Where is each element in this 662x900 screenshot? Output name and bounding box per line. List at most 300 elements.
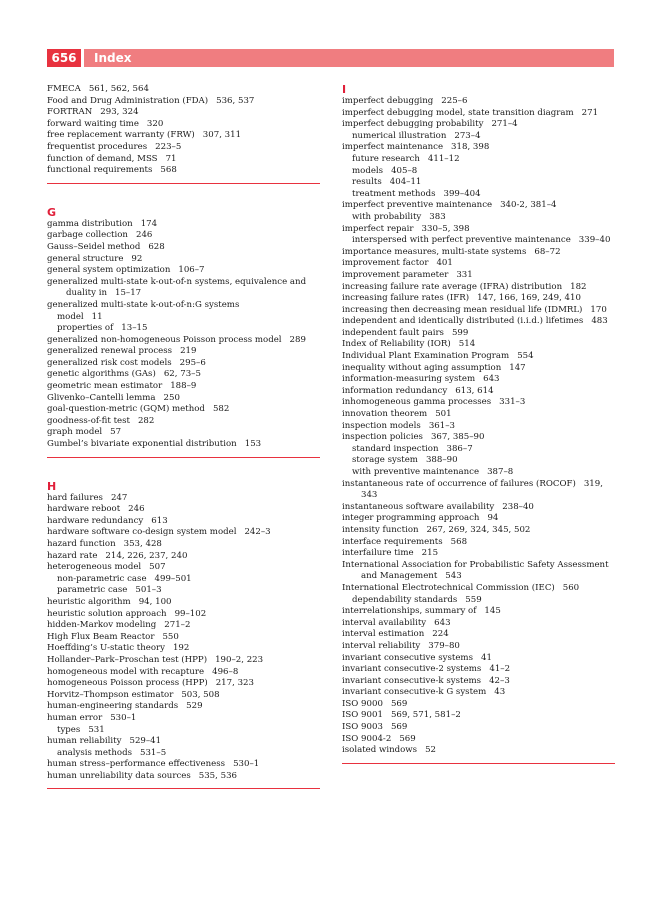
index-entry [47,254,320,266]
index-pages: 560 [562,582,580,593]
index-pages: 94, 100 [138,596,172,607]
index-term: human reliability [47,736,122,747]
index-entry [342,339,615,351]
index-subentry [47,725,320,737]
index-entry [342,305,615,317]
index-pages: 174 [140,218,158,229]
index-pages: 41 [480,652,492,663]
index-term: information redundancy [342,385,448,396]
index-term: instantaneous software availability [342,501,495,512]
index-pages: 217, 323 [215,678,254,689]
index-term: interval estimation [342,629,425,640]
index-term: with probability [352,211,422,222]
index-subentry [47,574,320,586]
index-entry [47,242,320,254]
index-pages: 530–1 [110,712,137,723]
index-subentry [342,595,615,607]
index-entry [342,316,615,328]
index-entry [342,606,615,618]
index-term: homogeneous Poisson process (HPP) [47,678,208,689]
index-entry [47,369,320,381]
index-entry [47,346,320,358]
index-term: graph model [47,427,103,438]
index-entry [47,504,320,516]
index-pages: 182 [570,281,587,292]
index-subentry [342,467,615,479]
section-letter-h: H [47,479,57,493]
index-term: independent and identically distributed (i.i.d.) lifetimes [342,316,584,327]
index-pages: 550 [162,631,179,642]
index-pages: 613, 614 [455,385,494,396]
index-term: Gumbel’s bivariate exponential distribution [47,439,237,450]
index-term: Hoeffding’s U-static theory [47,643,165,654]
index-entry [342,513,615,525]
index-pages: 404–11 [389,177,422,188]
index-pages: 613 [151,515,168,526]
index-pages: 293, 324 [100,107,139,118]
index-subentry [342,235,615,247]
index-term: integer programming approach [342,513,480,524]
index-entry [47,300,320,312]
index-subentry [342,189,615,201]
index-term: inhomogeneous gamma processes [342,397,492,408]
index-term: dependability standards [352,594,458,605]
index-pages: 568 [450,536,468,547]
index-entry [47,516,320,528]
index-pages: 15–17 [114,288,142,299]
index-entry [342,374,615,386]
index-pages: 271–2 [164,620,191,631]
index-pages: 483 [591,316,608,327]
index-term: invariant consecutive-2 systems [342,664,482,675]
index-entry [47,230,320,242]
index-entry [342,687,615,699]
index-pages: 43 [494,687,506,698]
index-term: inspection models [342,420,421,431]
index-entry [47,96,320,108]
index-entry [47,655,320,667]
index-pages: 561, 562, 564 [88,84,149,94]
index-pages: 643 [434,617,451,628]
index-entry [342,676,615,688]
index-term: general structure [47,253,124,264]
index-term: invariant consecutive-k systems [342,675,482,686]
index-pages: 507 [149,562,166,573]
index-entry [342,734,615,746]
index-subentry [47,585,320,597]
index-entry [47,597,320,609]
index-term: hazard function [47,539,116,549]
index-pages: 628 [148,241,165,252]
index-pages: 147, 166, 169, 249, 410 [477,293,581,304]
index-term: future research [352,153,420,164]
index-term: ISO 9004-2 [342,733,392,744]
index-pages: 62, 73–5 [163,369,201,380]
index-term: general system optimization [47,265,171,276]
index-term: intensity function [342,524,419,535]
index-entry [47,690,320,702]
index-entry [47,358,320,370]
index-pages: 387–8 [487,467,514,477]
index-pages: 71 [165,153,177,164]
index-term: goal-question-metric (GQM) method [47,404,205,415]
index-entry [47,439,320,451]
index-term: interrelationships, summary of [342,606,477,617]
index-term: Food and Drug Administration (FDA) [47,95,209,106]
index-pages: 246 [128,504,145,515]
index-entry [47,393,320,405]
index-entry [47,219,320,231]
index-term: hidden-Markov modeling [47,620,157,631]
index-term: increasing failure rate average (IFRA) distribution [342,281,563,292]
index-subentry [47,748,320,760]
index-term: interval availability [342,617,427,628]
index-entry [342,525,615,537]
index-term: human error [47,712,103,723]
index-term: storage system [352,455,418,466]
index-pages: 271–4 [491,119,518,130]
index-pages: 52 [425,745,436,756]
index-pages: 42–3 [489,675,510,686]
index-term: International Electrotechnical Commission (IEC) [342,582,555,593]
index-pages: 386–7 [446,443,473,454]
index-term: free replacement warranty (FRW) [47,130,195,141]
index-pages: 554 [517,351,534,362]
index-term: ISO 9003 [342,722,383,733]
index-column-right [342,84,615,764]
index-pages: 219 [180,346,197,357]
index-entry [47,142,320,154]
index-entry [342,560,615,583]
index-entry [342,351,615,363]
index-term: heterogeneous model [47,562,142,573]
index-term: generalized multi-state k-out-of-n systems, equivalence and duality in [47,276,307,299]
index-term: frequentist procedures [47,141,148,152]
index-pages: 273–4 [454,130,481,141]
index-term: results [352,177,382,188]
index-pages: 569 [399,733,416,744]
index-entry [342,247,615,259]
index-section-f [47,84,320,177]
index-entry [47,667,320,679]
index-term: forward waiting time [47,118,139,129]
index-pages: 529 [186,701,203,712]
index-pages: 330–5, 398 [421,223,470,234]
index-term: invariant consecutive systems [342,652,473,663]
index-subentry [47,323,320,335]
index-entry [47,130,320,142]
index-pages: 536, 537 [216,95,255,106]
index-term: interspersed with perfect preventive maintenance [352,235,571,246]
index-term: analysis methods [57,747,132,758]
index-term: improvement parameter [342,269,449,280]
index-pages: 529–41 [129,736,162,747]
index-entry [47,404,320,416]
index-term: imperfect preventive maintenance [342,200,493,211]
index-pages: 569 [390,698,408,709]
index-pages: 99–102 [174,608,207,619]
index-term: generalized renewal process [47,346,173,357]
index-entry [47,539,320,551]
index-pages: 599 [451,327,469,338]
index-entry [47,427,320,439]
index-pages: 57 [110,427,122,438]
index-entry [342,618,615,630]
index-entry [342,699,615,711]
index-entry [342,142,615,154]
index-term: information-measuring system [342,374,476,385]
index-pages: 188–9 [170,381,197,392]
index-term: inspection policies [342,432,423,443]
index-term: hardware redundancy [47,515,144,526]
index-pages: 499–501 [154,573,192,584]
index-entry [47,643,320,655]
index-pages: 501–3 [135,585,162,596]
index-entry [47,335,320,347]
index-pages: 170 [590,304,607,315]
index-entry [47,551,320,563]
index-pages: 530–1 [233,759,260,770]
index-entry [342,282,615,294]
index-entry [47,165,320,177]
index-term: FMECA [47,84,81,94]
index-subentry [342,131,615,143]
index-section-i [342,96,615,757]
index-pages: 250 [163,392,180,403]
section-letter-g: G [47,205,57,219]
index-entry [342,432,615,444]
index-section-h [47,493,320,783]
index-term: Horvitz–Thompson estimator [47,689,174,700]
index-term: invariant consecutive-k G system [342,687,487,698]
index-term: models [352,165,384,176]
index-term: hard failures [47,492,103,503]
index-pages: 405–8 [391,165,418,176]
index-entry [342,200,615,212]
index-term: imperfect debugging model, state transition diagram [342,107,574,118]
index-pages: 401 [436,258,453,269]
index-subentry [342,444,615,456]
index-term: goodness-of-fit test [47,415,130,426]
index-pages: 501 [435,409,452,420]
index-pages: 242–3 [244,527,271,538]
index-entry [47,107,320,119]
index-subentry [342,154,615,166]
page-header [47,49,614,67]
index-entry [47,620,320,632]
index-term: Index of Reliability (IOR) [342,339,451,350]
index-pages: 367, 385–90 [430,432,485,443]
index-term: homogeneous model with recapture [47,666,205,677]
index-term: garbage collection [47,230,128,241]
index-term: properties of [57,323,114,334]
index-term: independent fault pairs [342,327,444,338]
index-term: heuristic solution approach [47,608,167,619]
index-entry [47,277,320,300]
index-term: International Association for Probabilistic Safety Assessment and Management [342,559,609,582]
index-subentry [342,455,615,467]
index-entry [342,710,615,722]
index-pages: 153 [244,439,262,450]
index-pages: 340-2, 381–4 [500,200,557,211]
index-entry [342,108,615,120]
index-term: non-parametric case [57,573,147,584]
index-entry [342,119,615,131]
index-pages: 267, 269, 324, 345, 502 [426,524,531,535]
index-subentry [342,177,615,189]
index-entry [342,386,615,398]
index-pages: 318, 398 [451,142,490,153]
index-entry [342,270,615,282]
index-pages: 282 [137,415,155,426]
index-pages: 361–3 [428,420,455,431]
page-number: 656 [47,49,81,67]
index-entry [342,363,615,375]
index-term: human-engineering standards [47,701,179,712]
index-pages: 514 [458,339,476,350]
index-pages: 331 [456,269,473,280]
index-pages: 247 [110,492,128,503]
index-term: imperfect debugging [342,96,434,106]
index-pages: 320 [146,118,164,129]
index-pages: 147 [509,362,526,373]
index-term: Hollander–Park–Proschan test (HPP) [47,654,208,665]
index-pages: 106–7 [178,265,205,276]
index-term: types [57,724,81,735]
index-entry [47,84,320,96]
index-term: Glivenko–Cantelli lemma [47,392,156,403]
section-letter-i: I [342,83,347,96]
index-pages: 192 [172,643,190,654]
index-pages: 68–72 [534,246,561,257]
index-entry [47,154,320,166]
index-entry [47,265,320,277]
index-entry [342,664,615,676]
index-entry [47,736,320,748]
index-subentry [47,312,320,324]
index-term: instantaneous rate of occurrence of failures (ROCOF) [342,478,576,489]
index-term: improvement factor [342,258,429,269]
index-term: heuristic algorithm [47,596,131,607]
index-pages: 582 [212,404,230,415]
index-term: High Flux Beam Reactor [47,631,155,642]
index-term: functional requirements [47,165,153,176]
index-pages: 383 [429,211,446,222]
index-term: imperfect maintenance [342,142,444,153]
index-pages: 388–90 [425,455,458,466]
index-pages: 190–2, 223 [215,654,264,665]
index-pages: 568 [160,165,177,176]
index-term: with preventive maintenance [352,467,480,477]
index-pages: 569 [390,722,408,733]
index-entry [342,258,615,270]
index-entry [47,493,320,505]
index-pages: 353, 428 [123,539,162,549]
index-term: hardware software co-design system model [47,527,237,538]
index-entry [342,397,615,409]
index-pages: 307, 311 [202,130,242,141]
index-term: Individual Plant Examination Program [342,351,510,362]
index-term: isolated windows [342,745,418,756]
index-pages: 238–40 [502,501,534,512]
index-term: function of demand, MSS [47,153,158,164]
index-term: treatment methods [352,188,436,199]
index-pages: 214, 226, 237, 240 [105,550,188,561]
index-entry [47,527,320,539]
index-term: innovation theorem [342,409,428,420]
index-entry [342,328,615,340]
index-pages: 92 [131,253,143,264]
index-subentry [342,166,615,178]
index-pages: 543 [445,571,462,582]
index-entry [47,713,320,725]
index-entry [342,479,615,502]
index-pages: 94 [487,513,499,524]
index-pages: 246 [135,230,153,241]
index-entry [47,119,320,131]
section-divider [47,788,320,789]
index-entry [342,537,615,549]
index-pages: 569, 571, 581–2 [390,710,461,721]
index-entry [342,641,615,653]
index-pages: 559 [465,594,482,605]
index-term: interface requirements [342,536,443,547]
index-entry [47,381,320,393]
index-term: importance measures, multi-state systems [342,246,527,257]
index-entry [47,759,320,771]
index-entry [342,421,615,433]
index-entry [342,409,615,421]
index-pages: 535, 536 [198,770,238,781]
index-entry [47,701,320,713]
index-entry [47,678,320,690]
index-entry [342,293,615,305]
index-pages: 379–80 [428,640,460,651]
index-entry [47,416,320,428]
index-entry [342,224,615,236]
index-pages: 331–3 [499,397,526,408]
index-pages: 399–404 [443,188,481,199]
page-title: Index [84,49,614,67]
index-term: generalized non-homogeneous Poisson process model [47,334,282,345]
index-pages: 295–6 [179,357,206,368]
section-divider [342,763,615,764]
index-term: generalized risk cost models [47,357,172,368]
index-entry [47,609,320,621]
index-term: increasing failure rates (IFR) [342,293,470,304]
index-term: inequality without aging assumption [342,362,502,373]
index-term: generalized multi-state k-out-of-n:G systems [47,299,240,310]
index-term: interval reliability [342,640,421,651]
index-pages: 643 [483,374,500,385]
index-pages: 225–6 [441,96,468,106]
index-pages: 319, 343 [361,478,603,501]
index-pages: 339–40 [578,235,611,246]
index-entry [47,632,320,644]
index-entry [47,562,320,574]
index-entry [342,745,615,757]
index-term: numerical illustration [352,130,447,141]
index-entry [342,629,615,641]
index-term: geometric mean estimator [47,381,163,392]
index-term: human stress–performance effectiveness [47,759,226,770]
index-pages: 289 [289,334,306,345]
index-pages: 271 [581,107,599,118]
index-pages: 224 [432,629,449,640]
index-entry [342,548,615,560]
index-term: increasing then decreasing mean residual life (IDMRL) [342,304,583,315]
index-entry [47,771,320,783]
